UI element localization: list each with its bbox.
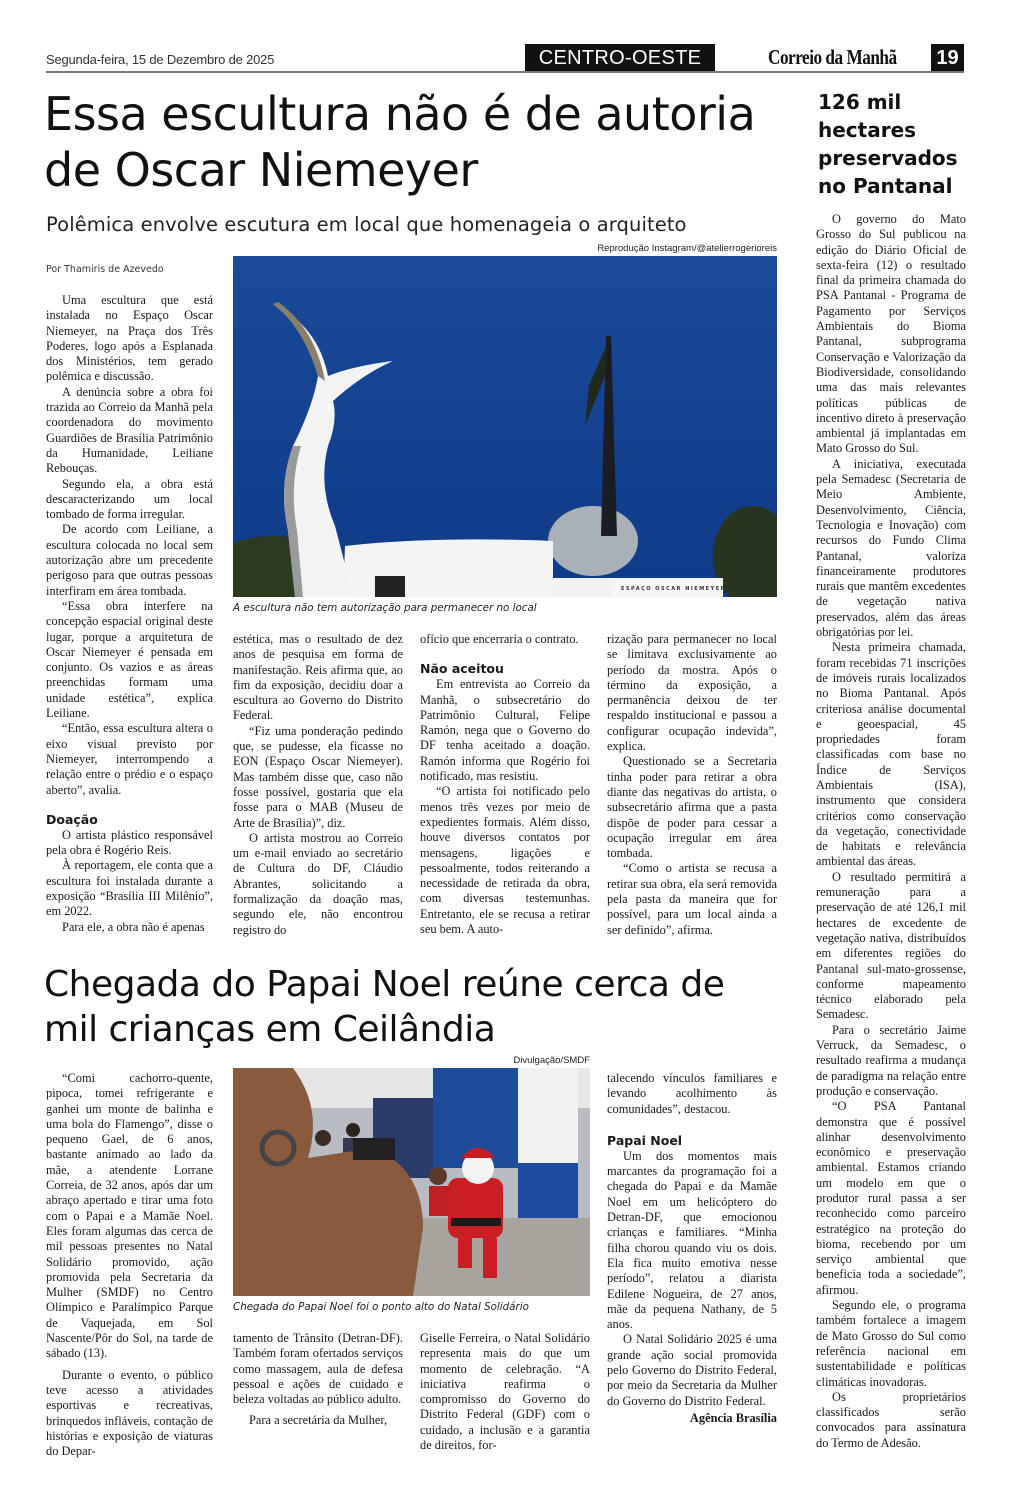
byline: Por Thamiris de Azevedo <box>46 264 164 275</box>
paragraph: “O PSA Pantanal demonstra que é possível alinhar desenvolvimento econômico e preservação ambiental. Estamos criando um modelo em que o produtor rural passa a ser reconhecido como parceiro estratégico na proteção do bioma, recebendo por um serviço ambiental que beneficia toda a sociedade”, afirmou. <box>816 1099 966 1297</box>
issue-date: Segunda-feira, 15 de Dezembro de 2025 <box>46 52 275 67</box>
paragraph: O artista mostrou ao Correio um e-mail enviado ao secretário de Cultura do DF, Cláudio Abrantes, solicitando a formalização da doação mas, segundo ele, não encontrou registro do <box>233 830 403 937</box>
santa-photo <box>233 1068 590 1296</box>
paragraph: “O artista foi notificado pelo menos três vezes por meio de expedientes formais. Além disso, houve diversos contatos por mensagens, ligações e pessoalmente, todos reiterando a necessidade de retirada da obra, com diversas testemunhas. Entretanto, ele se recusa a retirar seu bem. A auto- <box>420 784 590 937</box>
subhead-nao-aceitou: Não aceitou <box>420 661 504 677</box>
paragraph: Durante o evento, o público teve acesso a atividades esportivas e recreativas, brinquedos infláveis, contação de histórias e exposição de viaturas do Depar- <box>46 1367 213 1459</box>
paragraph: Os proprietários classificados serão convocados para assinatura do Termo de Adesão. <box>816 1389 966 1450</box>
paragraph: “Comi cachorro-quente, pipoca, tomei refrigerante e ganhei um monte de balinha e uma bola do Flamengo”, disse o pequeno Gael, de 6 anos, bastante animado ao lado da mãe, a atendente Lorrane Correia, de 32 anos, após dar um abraço apertado e tirar uma foto com o Papai e a Mamãe Noel. Eles foram algumas das cerca de mil pessoas presentes no Natal Solidário promovido, ação promovida pela Secretaria da Mulher (SMDF) no Centro Olímpico e Paralímpico Parque de Vaquejada, em Sol Nascente/Pôr do Sol, na tarde de sábado (13). <box>46 1071 213 1361</box>
paragraph: Giselle Ferreira, o Natal Solidário representa mais do que um momento de celebração. “A iniciativa reafirma o compromisso do Governo do Distrito Federal (GDF) com o cuidado, a inclusão e a garantia de direitos, for- <box>420 1331 590 1453</box>
santa-illustration <box>233 1068 590 1296</box>
paragraph: “Como o artista se recusa a retirar sua obra, ela será removida pela pasta da maneira que for possível, para um local ainda a ser definido”, afirma. <box>607 861 777 937</box>
paragraph: De acordo com Leiliane, a escultura colocada no local sem autorização abre um precedente perigoso para que outras pessoas interfiram em área tombada. <box>46 522 213 598</box>
subhead-doacao: Doação <box>46 811 98 827</box>
paragraph: O Natal Solidário 2025 é uma grande ação social promovida pelo Governo do Distrito Federal, por meio da Secretaria da Mulher do Governo do Distrito Federal. <box>607 1332 777 1408</box>
paragraph: A iniciativa, executada pela Semadesc (Secretaria de Meio Ambiente, Desenvolvimento, Ciência, Tecnologia e Inovação) com recursos do Fundo Clima Pantanal, valoriza financeiramente produtores rurais que mantêm excedentes de vegetação nativa preservados, além das áreas obrigatórias por lei. <box>816 456 966 640</box>
paragraph: À reportagem, ele conta que a escultura foi instalada durante a exposição “Brasília III Milênio”, em 2022. <box>46 858 213 919</box>
photo-credit-bottom: Divulgação/SMDF <box>513 1055 590 1066</box>
main-col-2 <box>233 632 403 938</box>
paragraph: Nesta primeira chamada, foram recebidas 71 inscrições de imóveis rurais localizados no Bioma Pantanal. Após criteriosa análise documental e geoespacial, 45 propriedades foram classificadas com base no Índice de Serviços Ambientais (ISA), instrumento que considera critérios como conservação da vegetação, conectividade de habitats e relevância ambiental das áreas. <box>816 640 966 869</box>
paragraph: O resultado permitirá a remuneração para a preservação de até 126,1 mil hectares de excedente de vegetação nativa, distribuídos em diferentes regiões do Pantanal sul-mato-grossense, conforme mapeamento técnico elaborado pela Semadesc. <box>816 869 966 1022</box>
paragraph: ofício que encerraria o contrato. <box>420 632 579 646</box>
paragraph: Segundo ela, a obra está descaracterizando um local tombado de forma irregular. <box>46 476 213 522</box>
paragraph: Questionado se a Secretaria tinha poder para retirar a obra diante das negativas do artista, o subsecretário afirma que a pasta dispõe de poder para cessar a ocupação irregular em área tombada. <box>607 754 777 861</box>
paragraph: O governo do Mato Grosso do Sul publicou na edição do Diário Oficial de sexta-feira (12) o resultado final da primeira chamada do PSA Pantanal - Programa de Pagamento por Serviços Ambientais do Bioma Pantanal, subprograma Conservação e Valorização da Biodiversidade, consolidando uma das mais relevantes políticas públicas de incentivo direto à preservação ambiental já implantadas em Mato Grosso do Sul. <box>816 212 966 456</box>
main-col-4 <box>607 632 777 938</box>
paragraph: Para o secretário Jaime Verruck, da Semadesc, o resultado reafirma a mudança de paradigma na relação entre produção e conservação. <box>816 1022 966 1098</box>
paragraph: tamento de Trânsito (Detran-DF). Também foram ofertados serviços como massagem, aula de defesa pessoal e ações de cuidado e beleza voltadas ao público adulto. <box>233 1331 403 1407</box>
paragraph: talecendo vínculos familiares e levando acolhimento às comunidades”, destacou. <box>607 1071 777 1116</box>
bottom-col-1 <box>46 1071 213 1459</box>
paragraph: “Fiz uma ponderação pedindo que, se pudesse, ela ficasse no EON (Espaço Oscar Niemeyer). Mas também disse que, caso não fosse possível, gostaria que ela fosse para o MAB (Museu de Arte de Brasília)”, diz. <box>233 723 403 830</box>
paragraph: Segundo ele, o programa também fortalece a imagem de Mato Grosso do Sul como referência nacional em sustentabilidade e políticas climáticas inovadoras. <box>816 1298 966 1389</box>
section-label: CENTRO-OESTE <box>525 44 715 72</box>
bottom-col-2 <box>233 1331 403 1429</box>
main-subheadline: Polêmica envolve escutura em local que homenageia o arquiteto <box>46 213 687 236</box>
main-headline: Essa escultura não é de autoria de Oscar Niemeyer <box>44 87 756 197</box>
building-sign-text: ESPAÇO OSCAR NIEMEYER <box>621 586 726 592</box>
paragraph: A denúncia sobre a obra foi trazida ao Correio da Manhã pela coordenadora do movimento Guardiões de Brasília Patrimônio da Humanidade, Leiliane Rebouças. <box>46 384 213 476</box>
main-col-1 <box>46 293 213 935</box>
bottom-col-3 <box>420 1331 590 1453</box>
bottom-col-4 <box>607 1071 777 1426</box>
sculpture-illustration <box>233 256 777 597</box>
paragraph: O artista plástico responsável pela obra é Rogério Reis. <box>46 827 213 858</box>
paragraph: “Então, essa escultura altera o eixo visual previsto por Niemeyer, interrompendo a relação entre o prédio e o espaço aberto”, avalia. <box>46 721 213 797</box>
paragraph: estética, mas o resultado de dez anos de pesquisa em forma de manifestação. Reis afirma que, ao fim da exposição, decidiu doar a escultura ao Governo do Distrito Federal. <box>233 632 403 723</box>
paragraph: Para ele, a obra não é apenas <box>62 919 205 934</box>
paragraph: Um dos momentos mais marcantes da programação foi a chegada do Papai e da Mamãe Noel em um helicóptero do Detran-DF, que emocionou crianças e familiares. “Minha filha chorou quando viu os dois. Ela fica muito emotiva nesse período”, relatou a diarista Edilene Nogueira, de 27 anos, mãe da pequena Nathany, de 5 anos. <box>607 1148 777 1332</box>
side-headline: 126 mil hectares preservados no Pantanal <box>818 90 958 198</box>
subhead-papai-noel: Papai Noel <box>607 1132 683 1148</box>
header-rule <box>46 71 964 73</box>
main-col-3 <box>420 632 590 937</box>
paragraph: rização para permanecer no local se limitava exclusivamente ao período da mostra. Após o término da exposição, a permanência deixou de ter respaldo institucional e passou a configurar ocupação indevida”, explica. <box>607 632 777 754</box>
paragraph: Para a secretária da Mulher, <box>249 1413 388 1428</box>
page-number: 19 <box>931 44 964 72</box>
bottom-headline: Chegada do Papai Noel reúne cerca de mil crianças em Ceilândia <box>44 964 725 1050</box>
paragraph: Uma escultura que está instalada no Espaço Oscar Niemeyer, na Praça dos Três Poderes, logo após a Esplanada dos Ministérios, tem gerado polêmica e discussão. <box>46 293 213 384</box>
photo-caption-bottom: Chegada do Papai Noel foi o ponto alto do Natal Solidário <box>233 1301 529 1313</box>
photo-credit-main: Reprodução Instagram/@atelierrogerioreis <box>597 243 777 254</box>
newspaper-brand: Correio da Manhã <box>768 45 897 69</box>
paragraph: Em entrevista ao Correio da Manhã, o subsecretário do Patrimônio Cultural, Felipe Ramón, nega que o Governo do DF tenha aceitado a doação. Ramón informa que Rogério foi notificado, mas resistiu. <box>420 677 590 784</box>
article-signature: Agência Brasília <box>689 1410 777 1425</box>
sculpture-photo <box>233 256 777 597</box>
paragraph: “Essa obra interfere na concepção espacial original deste lugar, porque a arquitetura de Oscar Niemeyer é pensada em conjunto. Os vazios e as áreas preenchidas formam uma unidade estética”, explica Leiliane. <box>46 598 213 721</box>
photo-caption-main: A escultura não tem autorização para permanecer no local <box>233 602 537 614</box>
side-column <box>816 212 966 1451</box>
